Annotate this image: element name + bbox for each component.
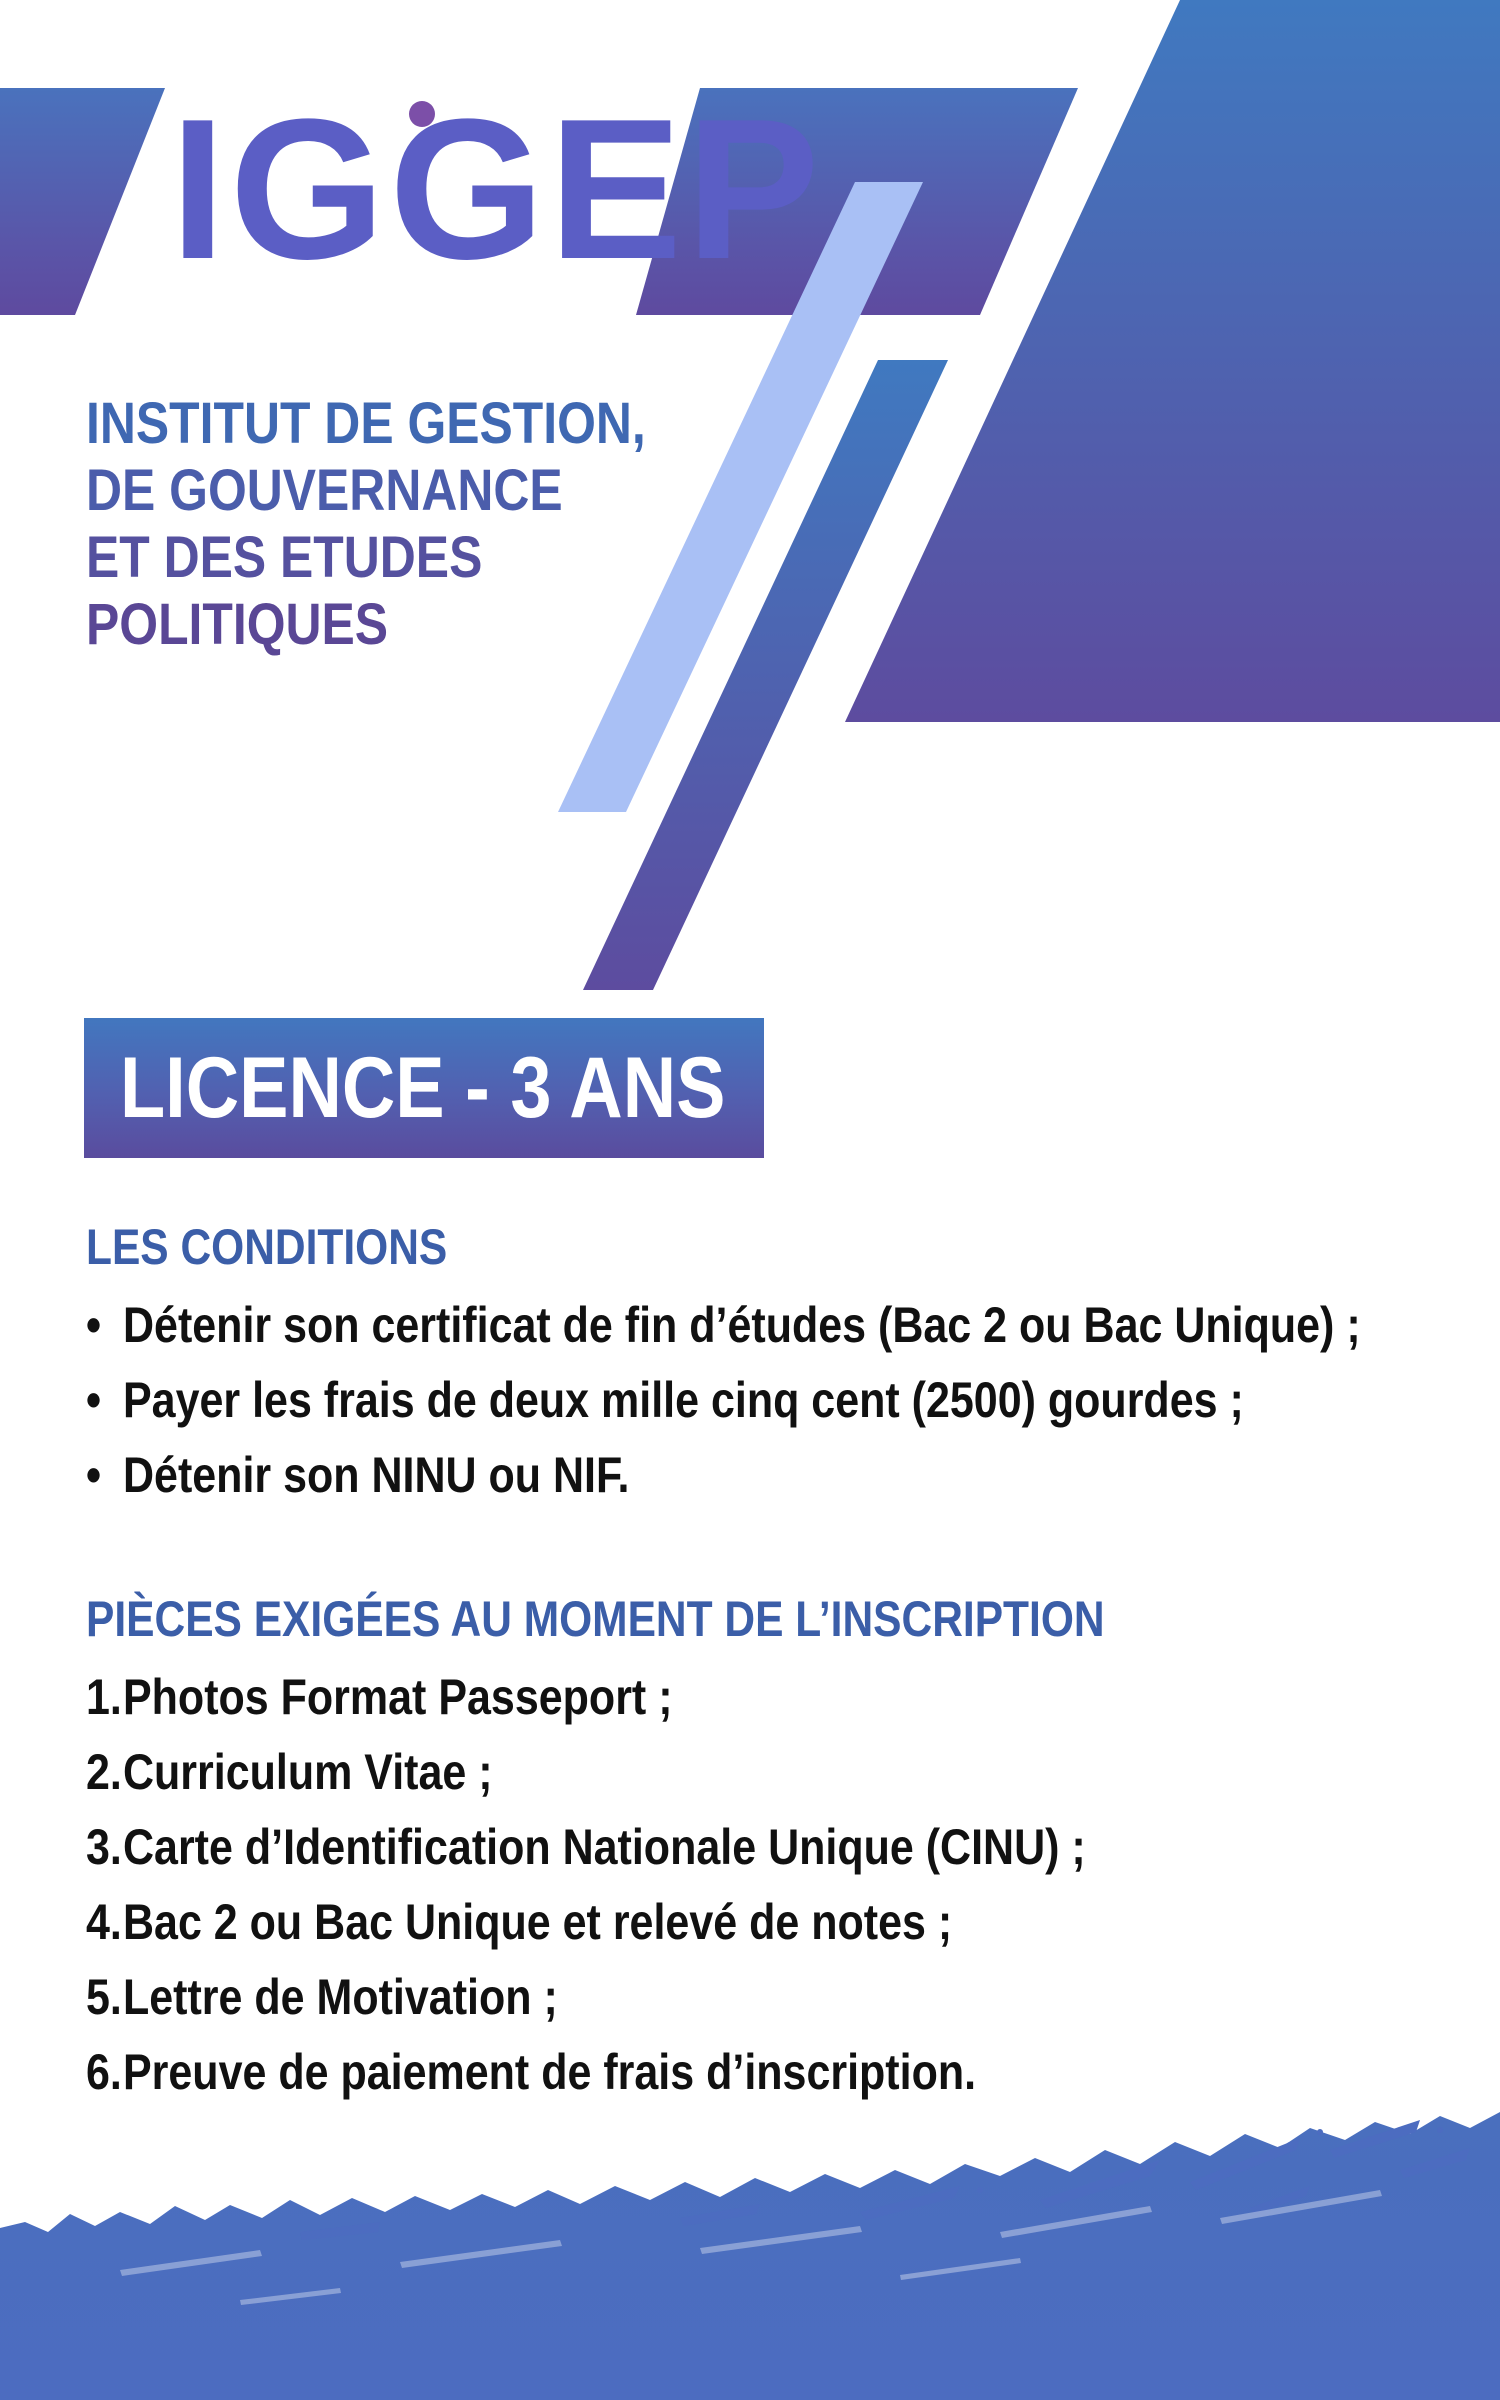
list-item [86, 1660, 1086, 1735]
document-text: Preuve de paiement de frais d’inscription. [122, 2044, 977, 2100]
documents-list [86, 1660, 1248, 2110]
item-number: 5. [86, 1969, 122, 2025]
conditions-list [86, 1288, 1500, 1513]
institute-line: INSTITUT DE GESTION, [86, 391, 646, 456]
item-number: 6. [86, 2044, 122, 2100]
item-number: 2. [86, 1744, 122, 1800]
document-text: Bac 2 ou Bac Unique et relevé de notes ; [122, 1894, 953, 1950]
document-text: Lettre de Motivation ; [122, 1969, 558, 2025]
conditions-heading: LES CONDITIONS [86, 1219, 448, 1275]
list-item [86, 1960, 1086, 2035]
list-item [86, 1363, 1361, 1438]
bullet-icon: • [86, 1297, 102, 1353]
document-text: Photos Format Passeport ; [122, 1669, 673, 1725]
list-item [86, 1735, 1086, 1810]
condition-text: Détenir son certificat de fin d’études (Bac 2 ou Bac Unique) ; [122, 1297, 1361, 1353]
item-number: 3. [86, 1819, 122, 1875]
condition-text: Payer les frais de deux mille cinq cent (2500) gourdes ; [122, 1372, 1244, 1428]
bullet-icon: • [86, 1372, 102, 1428]
top-band-left [0, 88, 165, 315]
institute-line: POLITIQUES [86, 592, 389, 657]
list-item [86, 1810, 1086, 1885]
program-banner [84, 1018, 764, 1158]
institute-name [86, 390, 646, 658]
item-number: 4. [86, 1894, 122, 1950]
document-text: Carte d’Identification Nationale Unique (CINU) ; [122, 1819, 1086, 1875]
institute-line: DE GOUVERNANCE [86, 458, 563, 523]
condition-text: Détenir son NINU ou NIF. [122, 1447, 630, 1503]
list-item [86, 1885, 1086, 1960]
institute-line: ET DES ETUDES [86, 525, 483, 590]
document-text: Curriculum Vitae ; [122, 1744, 493, 1800]
bullet-icon: • [86, 1447, 102, 1503]
documents-heading: PIÈCES EXIGÉES AU MOMENT DE L’INSCRIPTION [86, 1591, 1105, 1647]
list-item [86, 1288, 1361, 1363]
list-item [86, 2035, 1086, 2110]
item-number: 1. [86, 1669, 122, 1725]
list-item [86, 1438, 1361, 1513]
program-title: LICENCE - 3 ANS [120, 1040, 726, 1136]
logo: IGGEP [170, 78, 824, 301]
